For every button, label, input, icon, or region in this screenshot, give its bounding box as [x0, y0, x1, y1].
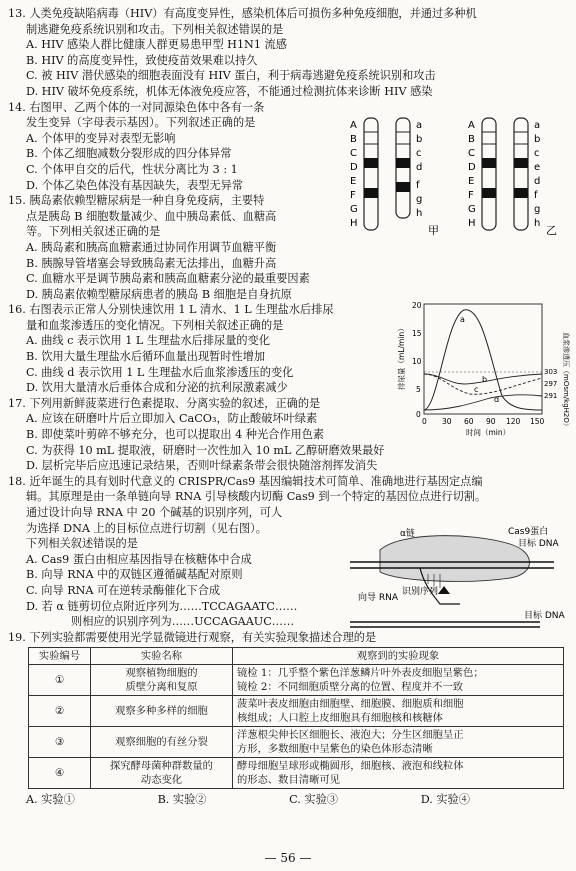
- gene-label: A: [468, 120, 475, 131]
- gene-label: B: [468, 134, 475, 145]
- gene-label: F: [468, 190, 474, 201]
- q18-option-d-line2: 则相应的识别序列为……UCCAGAAUC……: [71, 615, 295, 629]
- chromosome: [364, 118, 378, 230]
- q18-option-a: A. Cas9 蛋白由相应基因指导在核糖体中合成: [26, 552, 252, 566]
- gene-label: E: [468, 176, 475, 187]
- label-jia: 甲: [428, 224, 439, 237]
- question-13: [8, 6, 566, 100]
- centromere: [482, 158, 496, 168]
- gene-label: C: [350, 148, 357, 159]
- gene-label: A: [350, 120, 357, 131]
- gene-label: h: [416, 208, 423, 219]
- curve-label: b: [482, 375, 488, 384]
- experiment-table: [28, 647, 564, 789]
- experiment-observation: [233, 665, 564, 696]
- gene-label: c: [416, 148, 422, 159]
- question-19: [8, 630, 566, 808]
- cas9-protein: [380, 536, 530, 582]
- table-row: [29, 727, 564, 758]
- q18-option-d-line1: D. 若 α 链剪切位点附近序列为……TCCAGAATC……: [26, 599, 298, 613]
- q14-option-c: C. 个体甲自交的后代，性状分离比为 3 : 1: [26, 162, 238, 176]
- gene-label: d: [416, 162, 423, 173]
- experiment-observation: [233, 696, 564, 727]
- observation-line: 方形，多数细胞中呈紫色的染色体形态清晰: [237, 743, 433, 756]
- gene-label: g: [416, 194, 423, 205]
- q19-option-a: A. 实验①: [26, 793, 75, 807]
- q19-option-c: C. 实验③: [289, 793, 338, 807]
- q13-option-c: C. 被 HIV 潜伏感染的细胞表面没有 HIV 蛋白，利于病毒逃避免疫系统识别和攻击: [26, 69, 436, 83]
- y-tick-label: 10: [412, 357, 422, 366]
- cas9-label: Cas9蛋白: [508, 527, 549, 537]
- urine-osmolarity-chart: [390, 298, 570, 438]
- gene-label: a: [416, 120, 423, 131]
- x-tick-label: 60: [464, 417, 474, 426]
- experiment-name: [91, 758, 233, 789]
- gene-label: e: [534, 162, 541, 173]
- q16-option-d: D. 饮用大量清水后垂体合成和分泌的抗利尿激素减少: [26, 381, 288, 395]
- chromosome-pair-yi: [468, 118, 557, 237]
- q18-option-c: C. 向导 RNA 可在逆转录酶催化下合成: [26, 583, 221, 597]
- chromosome: [514, 118, 528, 230]
- chromosome: [482, 118, 496, 230]
- y-axis-label-right: 血浆渗透压（mOsm/kgH2O）: [562, 332, 570, 430]
- q14-stem-line1: 14. 右图甲、乙两个体的一对同源染色体中各有一条: [8, 100, 265, 114]
- q14-option-b: B. 个体乙细胞减数分裂形成的四分体异常: [26, 147, 232, 161]
- q19-answer-options: [8, 792, 566, 808]
- q16-stem-line1: 16. 右图表示正常人分别快速饮用 1 L 清水、1 L 生理盐水后排尿: [8, 303, 334, 317]
- gene-label: f: [416, 180, 420, 191]
- gene-label: f: [534, 190, 538, 201]
- gene-label: g: [534, 204, 541, 215]
- experiment-observation: [233, 758, 564, 789]
- y-tick-label-right: 303: [544, 368, 558, 376]
- band: [514, 188, 528, 198]
- q17-option-b: B. 即使菜叶剪碎不够充分，也可以提取出 4 种光合作用色素: [26, 428, 325, 442]
- observation-line: 洋葱根尖伸长区细胞长、液泡大；分生区细胞呈正: [237, 729, 464, 742]
- experiment-id: ①: [29, 665, 91, 696]
- q15-option-a: A. 胰岛素和胰高血糖素通过协同作用调节血糖平衡: [26, 240, 277, 254]
- observation-line: 的形态、数目清晰可见: [237, 774, 340, 787]
- q16-stem-line2: 量和血浆渗透压的变化情况。下列相关叙述正确的是: [26, 318, 284, 332]
- q13-option-d: D. HIV 破坏免疫系统，机体无体液免疫应答，不能通过检测抗体来诊断 HIV 感染: [26, 84, 433, 98]
- q15-option-d: D. 胰岛素依赖型糖尿病患者的胰岛 B 细胞是自身抗原: [26, 287, 292, 301]
- gene-label: d: [534, 176, 541, 187]
- observation-line: 酵母细胞呈球形或椭圆形，细胞核、液泡和线粒体: [237, 760, 464, 773]
- experiment-name-line: 质壁分离和复原: [125, 681, 198, 694]
- q13-option-b: B. HIV 的高度变异性，致使疫苗效果难以持久: [26, 53, 258, 67]
- experiment-id: ④: [29, 758, 91, 789]
- experiment-name: [91, 696, 233, 727]
- q15-option-c: C. 血糖水平是调节胰岛素和胰高血糖素分泌的最重要因素: [26, 272, 310, 286]
- q18-stem-line4: 为选择 DNA 上的目标位点进行切割（见右图）。: [26, 521, 267, 535]
- target-dna-label: 目标 DNA: [524, 611, 565, 621]
- gene-label: H: [468, 218, 476, 229]
- q18-option-b: B. 向导 RNA 中的双链区遵循碱基配对原则: [26, 568, 243, 582]
- plot-frame: [424, 304, 542, 414]
- gene-label: G: [468, 204, 476, 215]
- crispr-figure: [340, 524, 570, 634]
- alpha-chain-label: α链: [400, 529, 415, 539]
- q16-option-b: B. 饮用大量生理盐水后循环血量出现暂时性增加: [26, 350, 266, 364]
- q18-stem-line1: 18. 近年诞生的具有划时代意义的 CRISPR/Cas9 基因编辑技术可简单、准确地进行基因定点编: [8, 474, 483, 488]
- experiment-id: ③: [29, 727, 91, 758]
- centromere: [396, 158, 410, 168]
- q16-option-c: C. 曲线 d 表示饮用 1 L 生理盐水后血浆渗透压的变化: [26, 365, 294, 379]
- band: [364, 188, 378, 198]
- y-axis-label-left: 排尿量（mL/min）: [397, 324, 406, 390]
- y-tick-label: 5: [416, 385, 421, 394]
- q15-stem-line2: 点是胰岛 B 细胞数量减少、血中胰岛素低、血糖高: [26, 209, 277, 223]
- q17-option-a: A. 应该在研磨叶片后立即加入 CaCO₃，防止酸破坏叶绿素: [26, 412, 318, 426]
- q13-stem-line2: 制逃避免疫系统识别和攻击。下列相关叙述错误的是: [26, 22, 284, 36]
- q14-stem-line2: 发生变异（字母表示基因）。下列叙述正确的是: [26, 116, 256, 130]
- y-tick-label-right: 297: [544, 380, 558, 388]
- y-tick-label: 15: [412, 329, 422, 338]
- q19-option-d: D. 实验④: [420, 793, 470, 807]
- table-header: 实验名称: [91, 648, 233, 665]
- table-row: [29, 696, 564, 727]
- chromosome-figure: [342, 114, 568, 238]
- observation-line: 镜检 1：几乎整个紫色洋葱鳞片叶外表皮细胞呈紫色；: [237, 667, 484, 680]
- curve-d: [424, 395, 542, 410]
- observation-line: 镜检 2：不同细胞质壁分离的位置、程度并不一致: [237, 681, 464, 694]
- y-tick-label: 0: [416, 410, 421, 419]
- x-tick-label: 150: [530, 417, 545, 426]
- q18-stem-line3: 通过设计向导 RNA 中 20 个碱基的识别序列，可人: [26, 506, 283, 519]
- chromosome-pair-jia: [350, 118, 439, 237]
- q17-option-d: D. 层析完毕后应迅速记录结果，否则叶绿素条带会很快随溶剂挥发消失: [26, 459, 378, 473]
- gene-label: B: [350, 134, 357, 145]
- gene-label: D: [468, 162, 476, 173]
- curve-label: d: [494, 395, 500, 404]
- experiment-name-line: 探究酵母菌种群数量的: [110, 760, 213, 773]
- gene-label: E: [350, 176, 357, 187]
- gene-label: G: [350, 204, 358, 215]
- gene-label: c: [534, 148, 540, 159]
- experiment-id: ②: [29, 696, 91, 727]
- q15-stem-line3: 等。下列相关叙述正确的是: [26, 225, 161, 239]
- table-header: 观察到的实验现象: [233, 648, 564, 665]
- q13-stem-line1: 13. 人类免疫缺陷病毒（HIV）有高度变异性，感染机体后可损伤多种免疫细胞，并通过多种机: [8, 7, 477, 20]
- q16-option-a: A. 曲线 c 表示饮用 1 L 生理盐水后排尿量的变化: [26, 334, 270, 348]
- experiment-name-line: 观察植物细胞的: [125, 667, 198, 680]
- x-tick-label: 0: [422, 417, 427, 426]
- x-tick-label: 90: [486, 417, 496, 426]
- recognition-sequence-label: 识别序列: [402, 587, 439, 597]
- page-number: — 56 —: [264, 851, 312, 866]
- q17-stem: 17. 下列用新鲜菠菜进行色素提取、分离实验的叙述，正确的是: [8, 396, 321, 410]
- q15-option-b: B. 胰腺导管堵塞会导致胰岛素无法排出，血糖升高: [26, 256, 277, 270]
- table-header-row: [29, 648, 564, 665]
- experiment-name-line: 观察细胞的有丝分裂: [115, 736, 208, 749]
- band: [396, 182, 410, 192]
- gene-label: C: [468, 148, 475, 159]
- table-header: 实验编号: [29, 648, 91, 665]
- gene-label: h: [534, 218, 541, 229]
- experiment-name-line: 动态变化: [140, 774, 183, 787]
- x-axis-label: 时间（min）: [466, 428, 511, 437]
- experiment-name: [91, 727, 233, 758]
- experiment-observation: [233, 727, 564, 758]
- experiment-name-line: 观察多种多样的细胞: [115, 705, 208, 718]
- gene-label: b: [534, 134, 541, 145]
- centromere: [364, 158, 378, 168]
- guide-rna-label: 向导 RNA: [358, 593, 399, 603]
- band: [482, 188, 496, 198]
- q15-stem-line1: 15. 胰岛素依赖型糖尿病是一种自身免疫病，主要特: [8, 194, 265, 208]
- x-tick-label: 30: [442, 417, 452, 426]
- q19-stem: 19. 下列实验都需要使用光学显微镜进行观察，有关实验现象描述合理的是: [8, 630, 377, 644]
- curve-label: a: [460, 315, 465, 324]
- q18-stem-line5: 下列相关叙述错误的是: [26, 537, 138, 551]
- observation-line: 核组成；人口腔上皮细胞具有细胞核和核糖体: [237, 712, 443, 725]
- table-row: [29, 665, 564, 696]
- q17-option-c: C. 为获得 10 mL 提取液，研磨时一次性加入 10 mL 乙醇研磨效果最好: [26, 443, 385, 457]
- q19-option-b: B. 实验②: [157, 793, 207, 807]
- q18-stem-line2: 辑。其原理是由一条单链向导 RNA 引导核酸内切酶 Cas9 到一个特定的基因位点进行切割。: [26, 490, 487, 504]
- y-tick-label: 20: [412, 301, 422, 310]
- gene-label: F: [350, 190, 356, 201]
- q14-option-a: A. 个体甲的变异对表型无影响: [26, 131, 176, 145]
- experiment-name: [91, 665, 233, 696]
- q13-option-a: A. HIV 感染人群比健康人群更易患甲型 H1N1 流感: [26, 38, 287, 52]
- q14-option-d: D. 个体乙染色体没有基因缺失，表型无异常: [26, 178, 244, 192]
- observation-line: 菠菜叶表皮细胞由细胞壁、细胞膜、细胞质和细胞: [237, 698, 464, 711]
- y-tick-label-right: 291: [544, 392, 558, 400]
- gene-label: a: [534, 120, 541, 131]
- gene-label: b: [416, 134, 423, 145]
- gene-label: D: [350, 162, 358, 173]
- centromere: [514, 158, 528, 168]
- table-row: [29, 758, 564, 789]
- curve-label: c: [474, 385, 479, 394]
- x-tick-label: 120: [506, 417, 521, 426]
- gene-label: H: [350, 218, 358, 229]
- target-dna-label: 目标 DNA: [518, 539, 559, 549]
- label-yi: 乙: [546, 224, 557, 237]
